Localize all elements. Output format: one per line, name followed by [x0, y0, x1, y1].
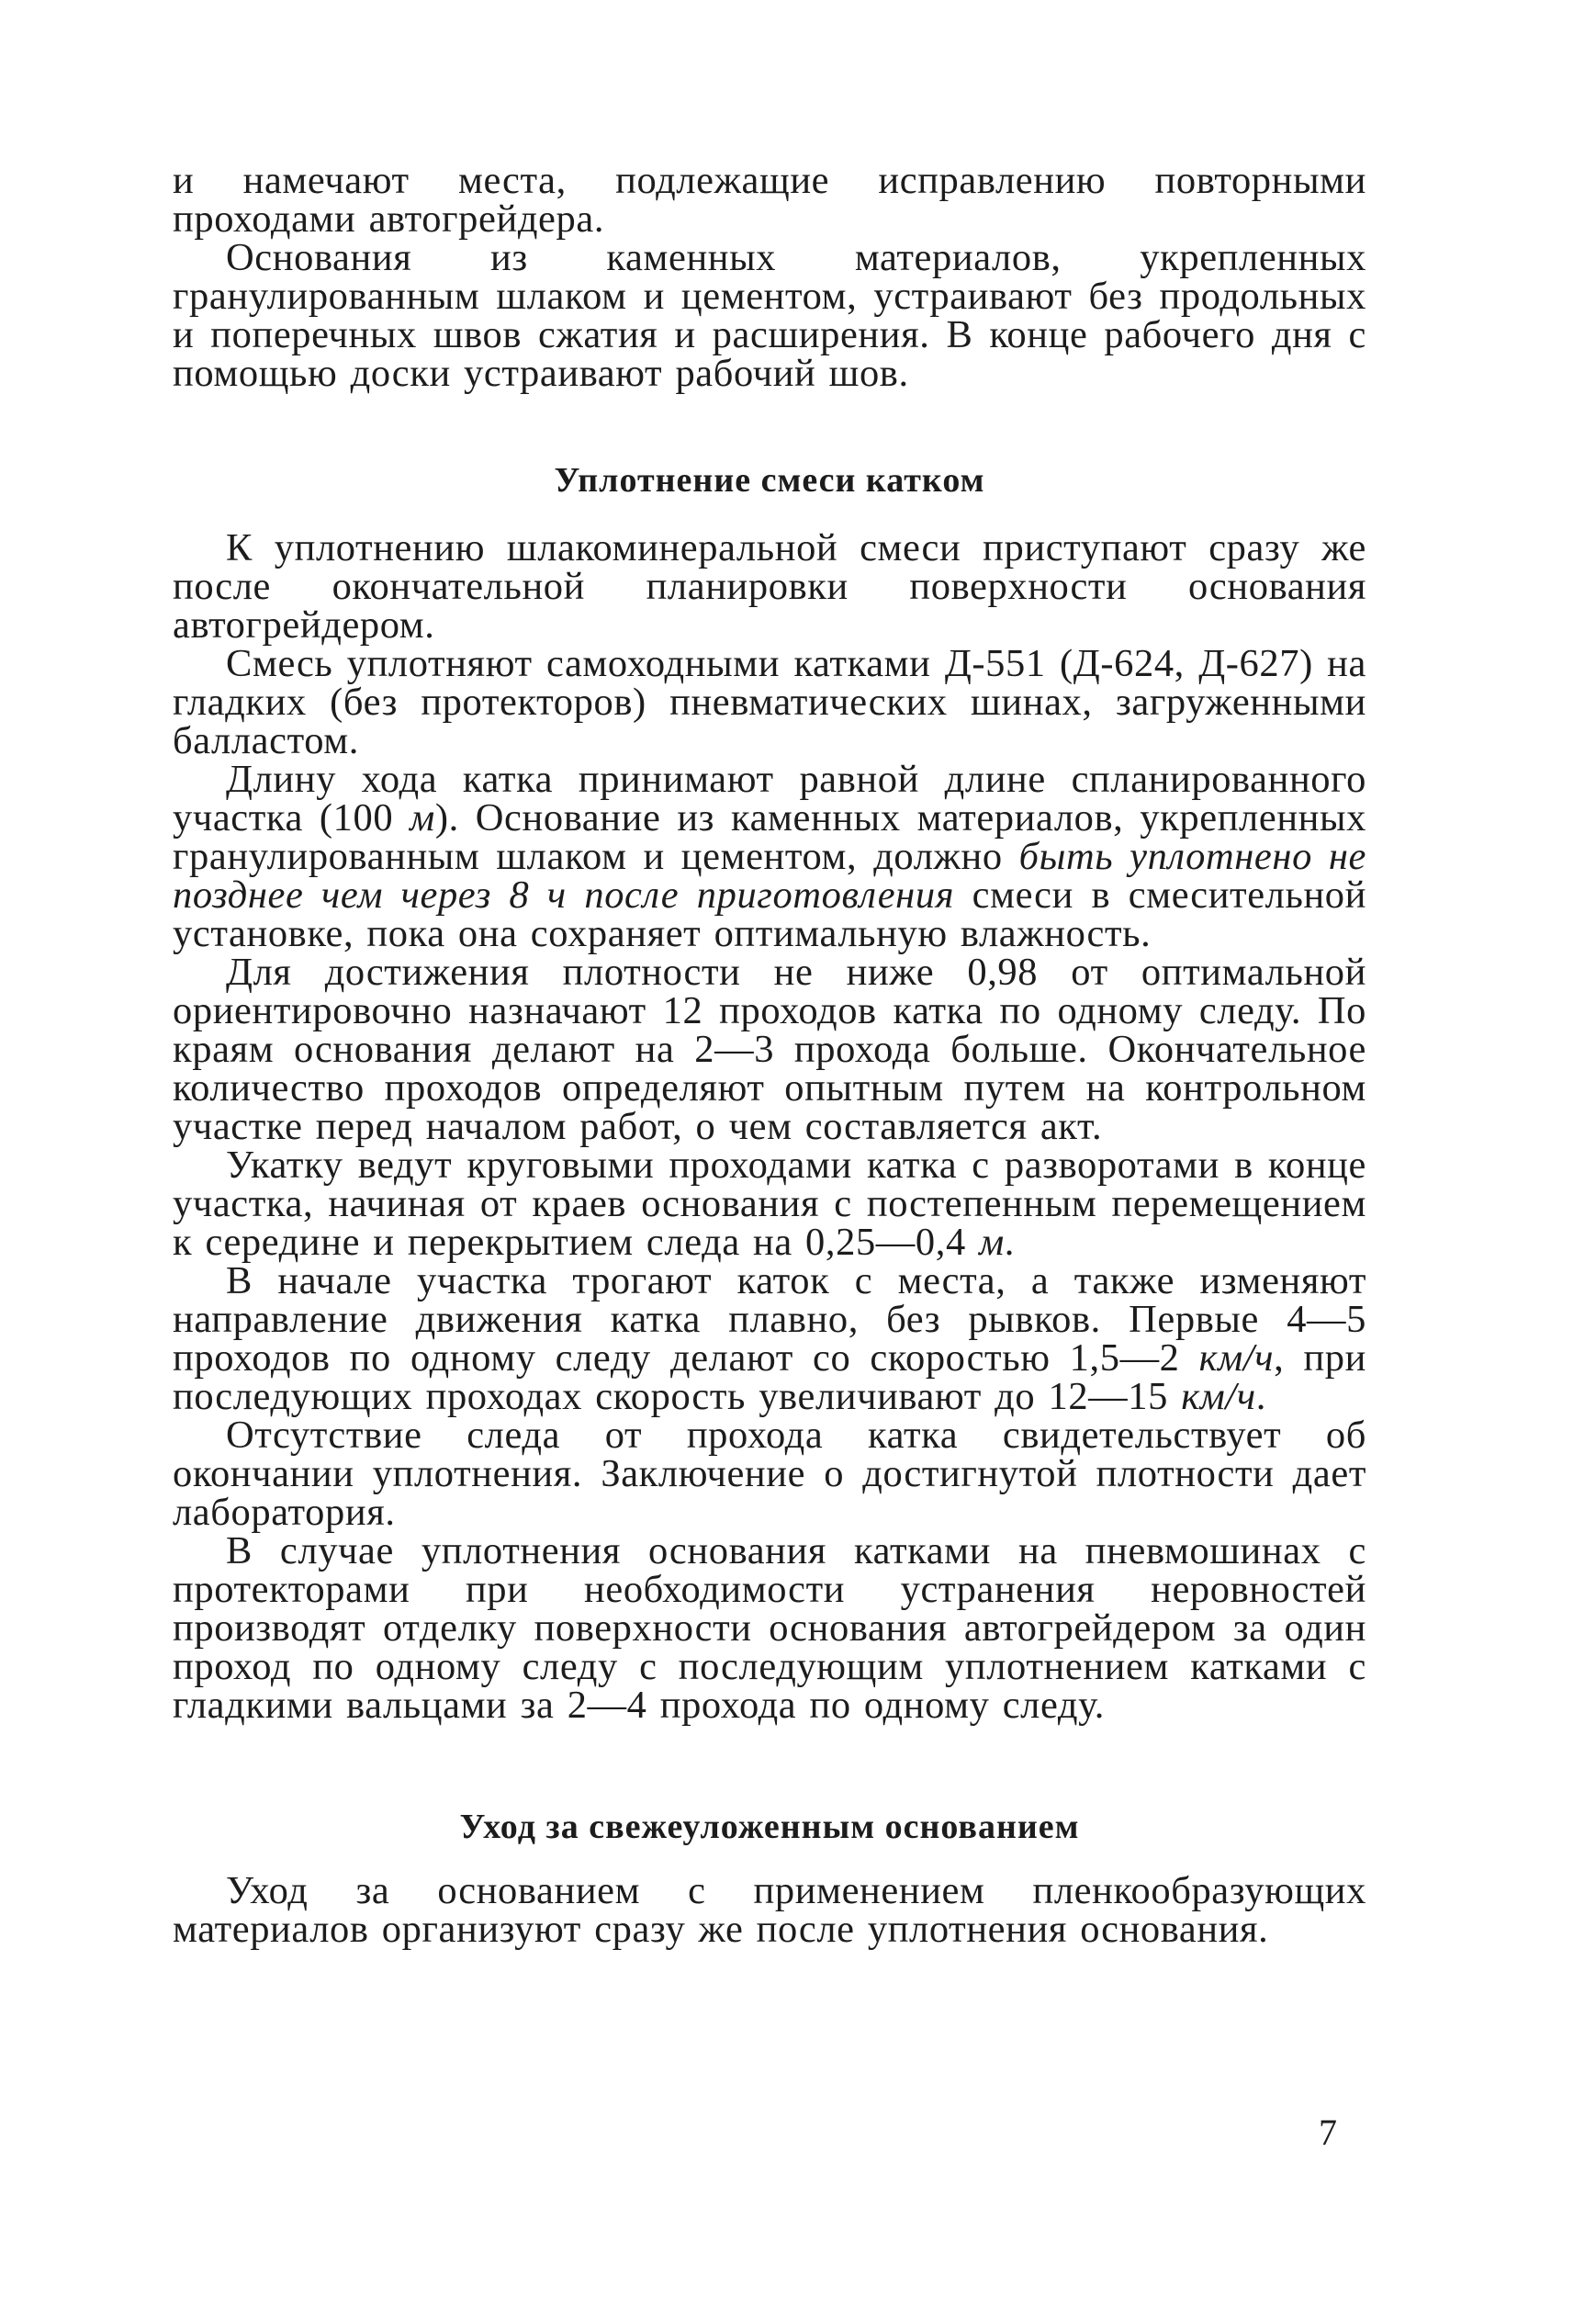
paragraph-compaction-start: К уплотнению шлакоминеральной смеси приступают сразу же после окончательной планировки поверхности основания автогрейдером.: [173, 526, 1366, 647]
text-run: Длину хода катка принимают равной длине спланированного участка (100: [173, 758, 1366, 839]
paragraph-rolling-method: [173, 1146, 1366, 1262]
unit-meter: м: [979, 1221, 1005, 1264]
page-body: [173, 159, 1367, 1951]
paragraph-rollers: Смесь уплотняют самоходными катками Д-551 (Д-624, Д-627) на гладких (без протекторов) пневматических шинах, загруженными балластом.: [173, 642, 1366, 762]
paragraph-care: Уход за основанием с применением пленкообразующих материалов организуют сразу же после уплотнения основания.: [173, 1869, 1366, 1951]
paragraph-speed: [173, 1259, 1366, 1418]
paragraph-roller-path: [173, 758, 1367, 955]
unit-meter: м: [410, 796, 435, 839]
unit-speed: км/ч: [1198, 1336, 1275, 1380]
section-heading-compaction: Уплотнение смеси катком: [554, 461, 985, 500]
paragraph-continuation: и намечают места, подлежащие исправлению повторными проходами автогрейдера.: [173, 159, 1366, 241]
paragraph-bases-joints: Основания из каменных материалов, укрепленных гранулированным шлаком и цементом, устраивают без продольных и поперечных швов сжатия и расширения. В конце рабочего дня с помощью доски устраивают рабочий шов.: [173, 236, 1366, 395]
text-run: .: [1004, 1221, 1016, 1264]
italic-text: быть уплотнено не позднее чем через 8 ч после приготовления: [173, 835, 1366, 917]
paragraph-pneumatic-tires: В случае уплотнения основания катками на пневмошинах с протекторами при необходимости устранения неровностей производят отделку поверхности основания автогрейдером за один проход по одному следу с последующим уплотнением катками с гладкими вальцами за 2—4 прохода по одному следу.: [173, 1529, 1366, 1727]
text-run: , при последующих проходах скорость увеличивают до 12—15: [173, 1336, 1366, 1418]
page-number: 7: [1319, 2112, 1337, 2153]
paragraph-density: Для достижения плотности не ниже 0,98 от оптимальной ориентировочно назначают 12 проходов катка по одному следу. По краям основания делают на 2—3 прохода больше. Окончательное количество проходов определяют опытным путем на контрольном участке перед началом работ, о чем составляется акт.: [173, 951, 1366, 1148]
text-run: .: [1255, 1375, 1266, 1418]
section-heading-care: Уход за свежеуложенным основанием: [459, 1808, 1080, 1846]
text-run: смеси в смесительной установке, пока она сохраняет оптимальную влажность.: [173, 873, 1366, 955]
text-run: ). Основание из каменных материалов, укрепленных гранулированным шлаком и цементом, должно: [173, 796, 1367, 878]
paragraph-end-of-compaction: Отсутствие следа от прохода катка свидетельствует об окончании уплотнения. Заключение о достигнутой плотности дает лаборатория.: [173, 1414, 1366, 1534]
text-run: Укатку ведут круговыми проходами катка с разворотами в конце участка, начиная от краев основания с постепенным перемещением к середине и перекрытием следа на 0,25—0,4: [173, 1144, 1366, 1264]
text-run: В начале участка трогают каток с места, а также изменяют направление движения катка плавно, без рывков. Первые 4—5 проходов по одному следу делают со скоростью 1,5—2: [173, 1259, 1366, 1380]
unit-speed: км/ч: [1181, 1375, 1256, 1418]
